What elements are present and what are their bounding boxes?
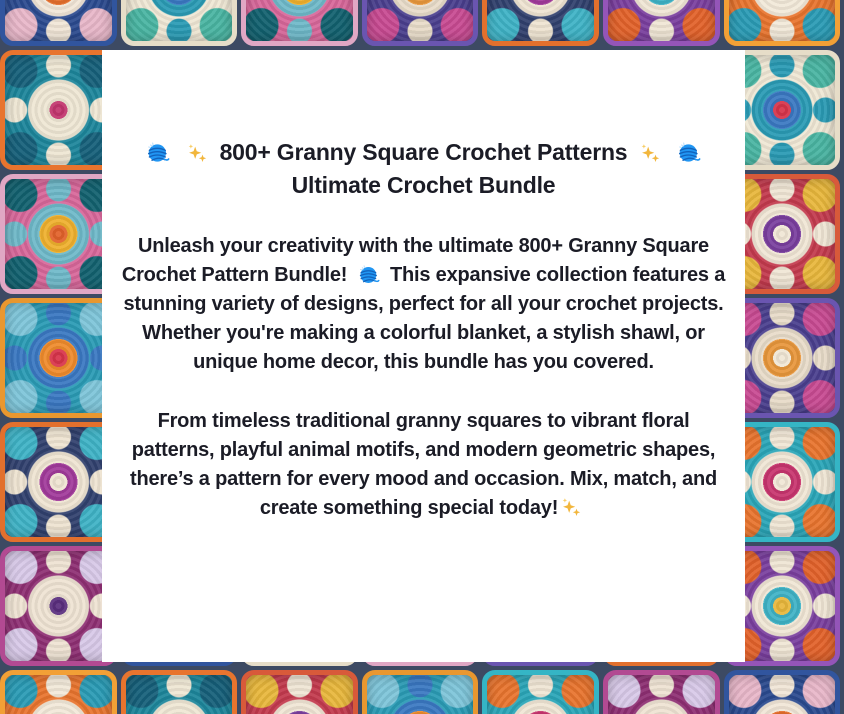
granny-square-tile [121, 0, 238, 46]
promo-card [102, 50, 745, 662]
granny-square-tile [0, 50, 117, 170]
granny-square-tile [724, 0, 841, 46]
granny-square-tile [362, 0, 479, 46]
granny-square-tile [0, 0, 117, 46]
granny-square-tile [121, 670, 238, 714]
intro-paragraph [116, 232, 731, 377]
details-paragraph [116, 407, 731, 523]
yarn-ball-icon [358, 264, 380, 286]
intro-paragraph-text-1: Unleash your creativity with the ultimate 800+ Granny Square Crochet Pattern Bundle! [121, 235, 709, 286]
granny-square-tile [603, 670, 720, 714]
intro-paragraph-text-2: This expansive collection features a stunning variety of designs, perfect for all your crochet projects. Whether you're making a colorful blanket, a stylish shawl, or unique home decor, this bundle has you covered. [123, 264, 726, 373]
granny-square-tile [0, 422, 117, 542]
details-paragraph-text: From timeless traditional granny squares to vibrant floral patterns, playful animal motifs, and modern geometric shapes, there’s a pattern for every mood and occasion. Mix, match, and create something special today! [129, 410, 717, 519]
granny-square-tile [362, 670, 479, 714]
granny-square-tile [0, 670, 117, 714]
page-title [116, 136, 731, 202]
title-line-1 [141, 139, 706, 165]
granny-square-tile [0, 546, 117, 666]
granny-square-tile [603, 0, 720, 46]
yarn-ball-icon [146, 141, 170, 165]
title-text: 800+ Granny Square Crochet Patterns [219, 139, 628, 165]
granny-square-tile [0, 298, 117, 418]
granny-square-tile [241, 670, 358, 714]
subtitle-text: Ultimate Crochet Bundle [291, 172, 556, 198]
granny-square-tile [0, 174, 117, 294]
granny-square-tile [241, 0, 358, 46]
granny-square-tile [482, 0, 599, 46]
sparkles-icon [186, 143, 208, 165]
sparkles-icon [639, 143, 661, 165]
sparkles-icon [560, 497, 582, 519]
granny-square-tile [724, 670, 841, 714]
granny-square-tile [482, 670, 599, 714]
yarn-ball-icon [677, 141, 701, 165]
